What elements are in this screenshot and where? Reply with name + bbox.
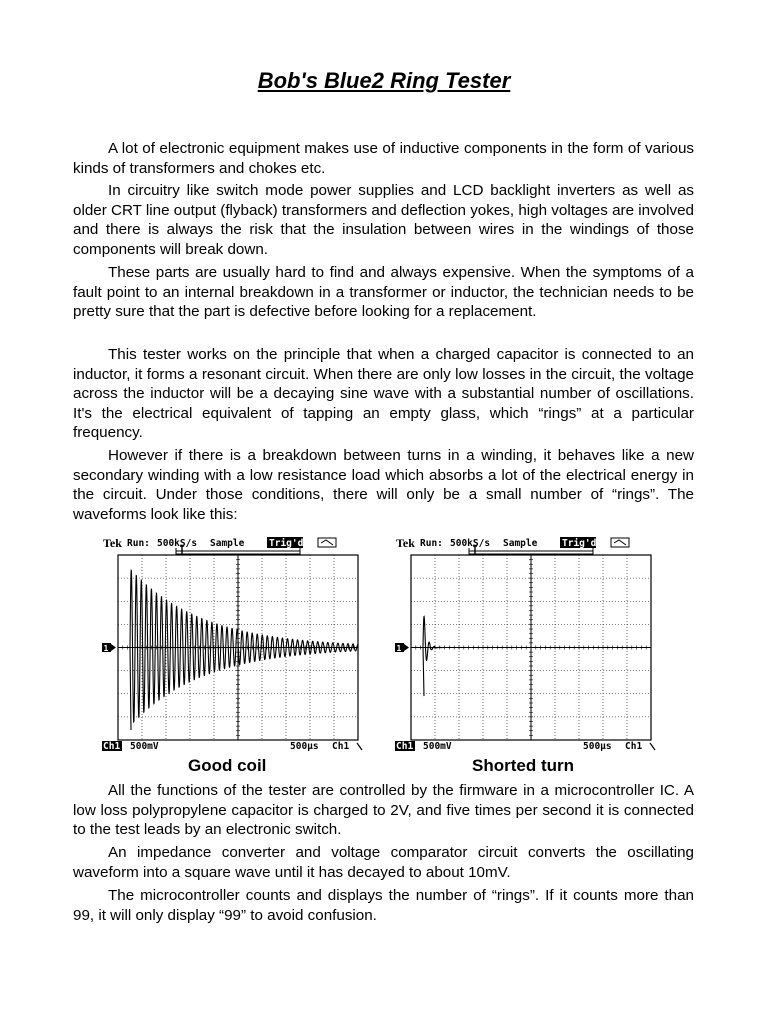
paragraph: However if there is a breakdown between turns in a winding, it behaves like a new secondary winding with a low resistance load which absorbs a lot of the electrical energy in the circuit. Under those conditions, there will only be a small number of “rings”. The waveforms look like this: [73, 447, 694, 523]
scope-coupling-icon [611, 538, 629, 547]
scope-coupling-wave [614, 540, 626, 545]
ch1-ground-marker [395, 643, 409, 653]
caption-good-coil: Good coil [188, 756, 267, 775]
scope-status-bar [103, 536, 336, 554]
scope-status-bar [396, 536, 629, 554]
paragraph: In circuitry like switch mode power supplies and LCD backlight inverters as well as older CRT line output (flyback) transformers and deflection yokes, high voltages are involved and there is always the risk that the insulation between wires in the windings of those components will break down. [73, 182, 694, 258]
time-per-div: 500µs [290, 741, 319, 752]
ch1-ground-marker [102, 643, 116, 653]
paragraph: These parts are usually hard to find and always expensive. When the symptoms of a fault point to an internal breakdown in a transformer or inductor, the technician needs to be pretty sure that the part is defective before looking for a replacement. [73, 264, 694, 321]
scope-bottom-bar [395, 741, 655, 752]
trigger-slope-icon [357, 743, 362, 750]
caption-shorted-turn: Shorted turn [472, 756, 574, 775]
trigger-source: Ch1 [625, 741, 643, 752]
oscilloscope-good-coil [100, 530, 368, 755]
scope-screen [100, 530, 368, 755]
scope-mode: Sample [503, 538, 538, 549]
scope-coupling-icon [318, 538, 336, 547]
volts-per-div: 500mV [423, 741, 452, 752]
trigger-slope-icon [650, 743, 655, 750]
ch1-marker-label: 1 [396, 644, 402, 653]
scope-run-label: Run: [127, 538, 150, 549]
scope-trig: Trig'd [562, 538, 597, 549]
scope-mode: Sample [210, 538, 245, 549]
time-per-div: 500µs [583, 741, 612, 752]
oscilloscope-shorted-turn [393, 530, 661, 755]
ch1-label: Ch1 [396, 741, 414, 752]
paragraph: An impedance converter and voltage comparator circuit converts the oscillating waveform into a square wave until it has decayed to about 10mV. [73, 844, 694, 881]
scope-coupling-wave [321, 540, 333, 545]
trigger-source: Ch1 [332, 741, 350, 752]
ch1-label: Ch1 [103, 741, 121, 752]
scope-brand: Tek [396, 536, 415, 550]
page-title: Bob's Blue2 Ring Tester [257, 68, 511, 93]
scope-bottom-bar [102, 741, 362, 752]
paragraph: All the functions of the tester are controlled by the firmware in a microcontroller IC. A low loss polypropylene capacitor is charged to 2V, and five times per second it is connected to the test leads by an electronic switch. [73, 782, 694, 839]
scope-rate: 500kS/s [157, 538, 198, 549]
paragraph: A lot of electronic equipment makes use of inductive components in the form of various kinds of transformers and chokes etc. [73, 140, 694, 177]
scope-rate: 500kS/s [450, 538, 491, 549]
scope-trig: Trig'd [269, 538, 304, 549]
paragraph: The microcontroller counts and displays the number of “rings”. If it counts more than 99, it will only display “99” to avoid confusion. [73, 887, 694, 924]
paragraph: This tester works on the principle that when a charged capacitor is connected to an inductor, it forms a resonant circuit. When there are only low losses in the circuit, the voltage across the inductor will be a decaying sine wave with a substantial number of oscillations. It's the electrical equivalent of tapping an empty glass, which “rings” at a particular frequency. [73, 346, 694, 442]
scope-brand: Tek [103, 536, 122, 550]
volts-per-div: 500mV [130, 741, 159, 752]
scope-run-label: Run: [420, 538, 443, 549]
ch1-marker-label: 1 [103, 644, 109, 653]
scope-screen [393, 530, 661, 755]
